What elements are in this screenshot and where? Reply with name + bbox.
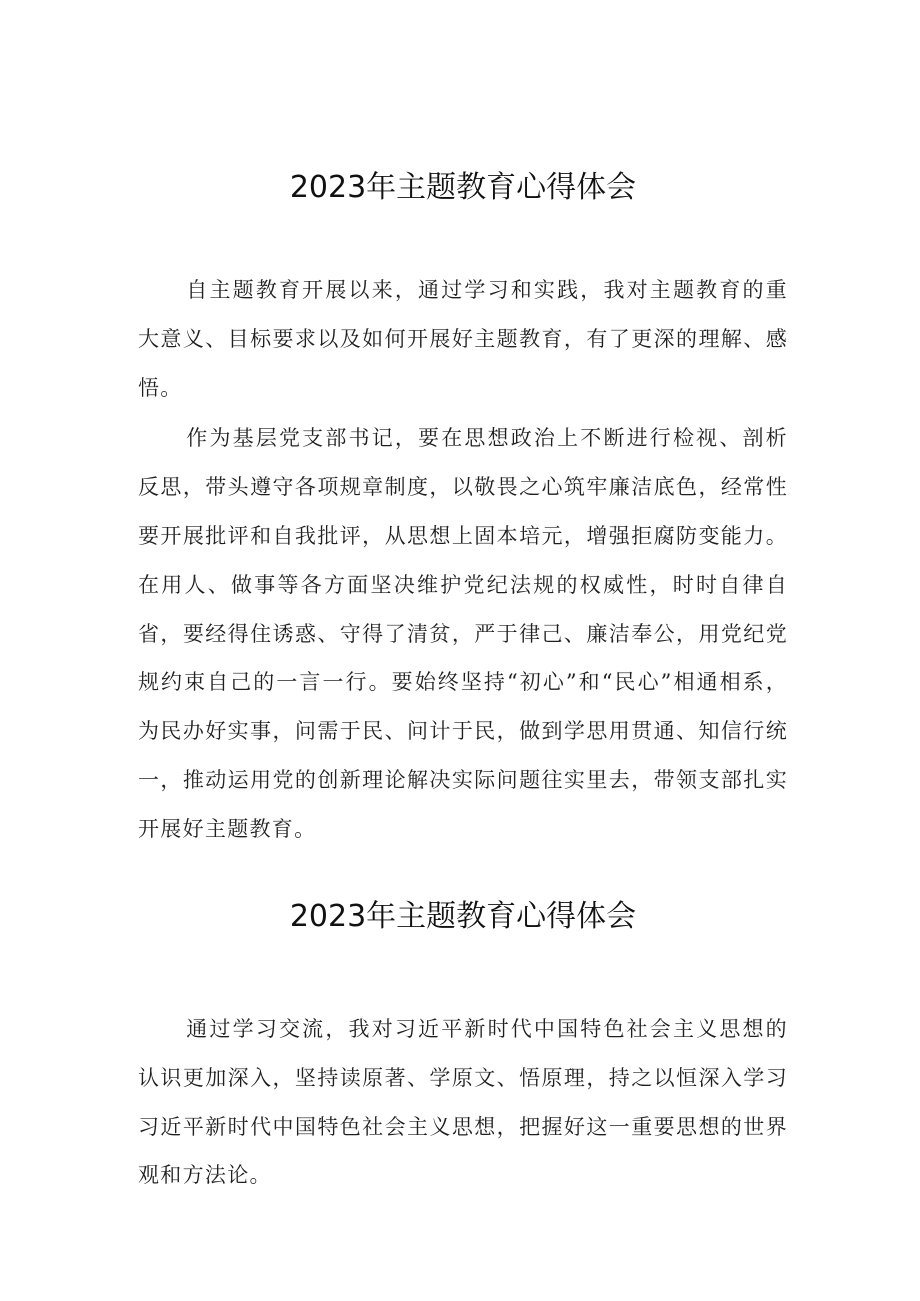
- essay-title: 2023年主题教育心得体会: [289, 899, 637, 934]
- essay-paragraph: 作为基层党支部书记，要在思想政治上不断进行检视、剖析反思，带头遵守各项规章制度，以敬畏之心筑牢廉洁底色，经常性要开展批评和自我批评，从思想上固本培元，增强拒腐防变能力。在用人、做事等各方面坚决维护党纪法规的权威性，时时自律自省，要经得住诱惑、守得了清贫，严于律己、廉洁奉公，用党纪党规约束自己的一言一行。要始终坚持“初心”和“民心”相通相系，为民办好实事，问需于民、问计于民，做到学思用贯通、知信行统一，推动运用党的创新理论解决实际问题往实里去，带领支部扎实开展好主题教育。: [138, 426, 788, 841]
- essay-section-1: [138, 166, 788, 856]
- essay-title: 2023年主题教育心得体会: [289, 170, 637, 205]
- essay-paragraph: 通过学习交流，我对习近平新时代中国特色社会主义思想的认识更加深入，坚持读原著、学原文、悟原理，持之以恒深入学习习近平新时代中国特色社会主义思想，把握好这一重要思想的世界观和方法论。: [138, 1017, 788, 1188]
- essay-paragraph: 自主题教育开展以来，通过学习和实践，我对主题教育的重大意义、目标要求以及如何开展好主题教育，有了更深的理解、感悟。: [138, 278, 788, 400]
- essay-body: [138, 266, 788, 854]
- essay-body: [138, 1005, 788, 1200]
- essay-section-2: [138, 895, 788, 1202]
